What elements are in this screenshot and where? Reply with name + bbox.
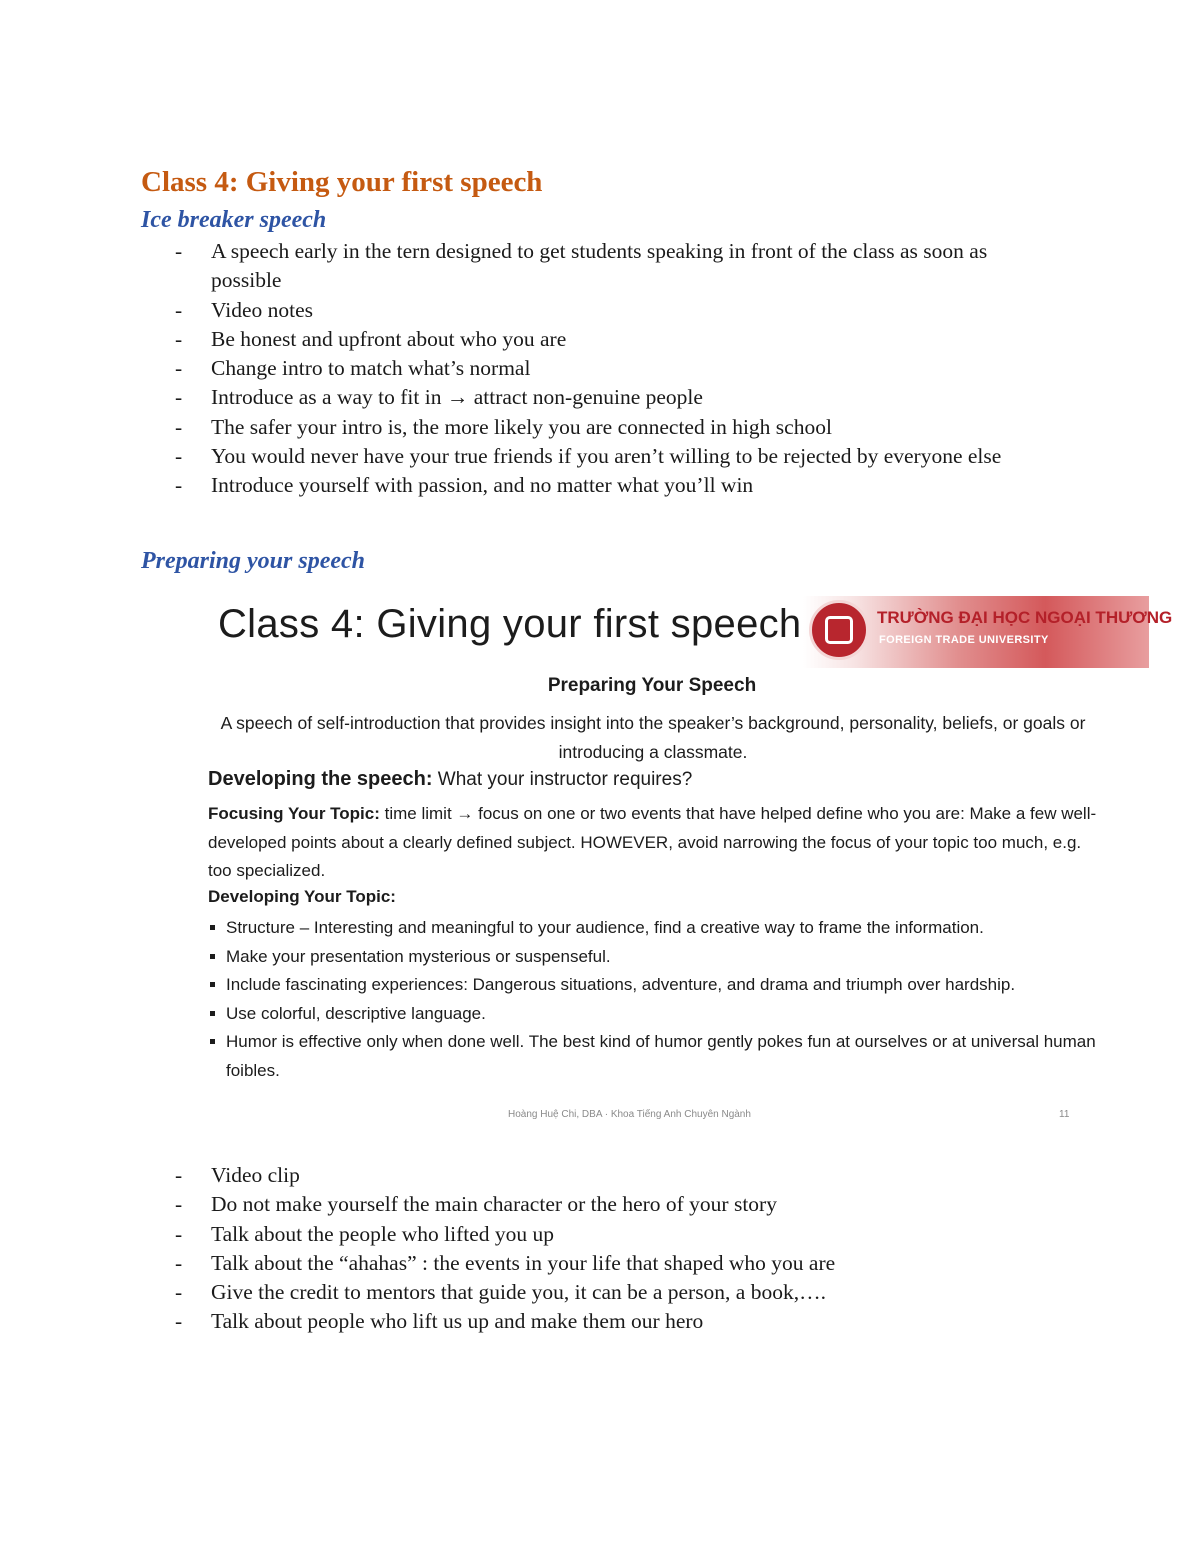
bullet-square-icon (210, 982, 215, 987)
dash-marker: - (175, 385, 183, 410)
slide-bullet: Structure – Interesting and meaningful to your audience, find a creative way to frame the information. (208, 914, 1108, 943)
slide-footer: Hoàng Huệ Chi, DBA · Khoa Tiếng Anh Chuyên Ngành (508, 1109, 751, 1120)
slide-definition: A speech of self-introduction that provides insight into the speaker’s background, personality, beliefs, or goals or introducing a classmate. (220, 713, 1086, 762)
slide-bullet: Make your presentation mysterious or suspenseful. (208, 943, 1108, 972)
dash-marker: - (175, 326, 183, 351)
slide-title: Class 4: Giving your first speech (218, 602, 802, 646)
dash-marker: - (175, 356, 183, 381)
list-item: - Video clip (175, 1161, 1055, 1190)
dash-marker: - (175, 1192, 183, 1217)
dash-marker: - (175, 444, 183, 469)
list-item: - Talk about people who lift us up and make them our hero (175, 1307, 1055, 1336)
slide-bullet: Use colorful, descriptive language. (208, 1000, 1108, 1029)
list-item: - Introduce as a way to fit in → attract non-genuine people (175, 383, 1055, 412)
slide-bullet-list (208, 914, 1108, 1085)
dash-marker: - (175, 414, 183, 439)
list-item: - Give the credit to mentors that guide you, it can be a person, a book,…. (175, 1278, 1055, 1307)
list-item: - Be honest and upfront about who you are (175, 325, 1055, 354)
slide-subtitle: Preparing Your Speech (547, 675, 757, 696)
bullet-square-icon (210, 1011, 215, 1016)
logo-university-name: TRƯỜNG ĐẠI HỌC NGOẠI THƯƠNG (877, 608, 1173, 627)
focusing-topic-paragraph: Focusing Your Topic: time limit → focus on one or two events that have helped define who you are: Make a few well-developed points about a clearly defined subject. HOWEVER, avoid narrowing the focus of your topic too much, e.g. too specialized. (208, 804, 1097, 880)
bullet-square-icon (210, 925, 215, 930)
list-item: - Talk about the “ahahas” : the events in your life that shaped who you are (175, 1249, 1055, 1278)
dash-marker: - (175, 1250, 183, 1275)
list-item: - You would never have your true friends if you aren’t willing to be rejected by everyone else (175, 442, 1055, 471)
section-heading-ice-breaker: Ice breaker speech (141, 207, 327, 233)
logo-university-subtitle: FOREIGN TRADE UNIVERSITY (879, 634, 1049, 646)
list-item: - Do not make yourself the main character or the hero of your story (175, 1190, 1055, 1219)
dash-marker: - (175, 1309, 183, 1334)
dash-marker: - (175, 1280, 183, 1305)
dash-marker: - (175, 239, 183, 263)
slide-bullet: Include fascinating experiences: Dangerous situations, adventure, and drama and triumph over hardship. (208, 971, 1108, 1000)
slide-bullet: Humor is effective only when done well. The best kind of humor gently pokes fun at ourselves or at universal human foibles. (208, 1028, 1108, 1085)
dash-marker: - (175, 1163, 183, 1187)
developing-topic-label: Developing Your Topic: (208, 887, 396, 906)
list-item: - Introduce yourself with passion, and no matter what you’ll win (175, 471, 1055, 500)
slide-page-number: 11 (1059, 1109, 1070, 1120)
dash-marker: - (175, 473, 183, 498)
list-item: - Video notes (175, 296, 1055, 325)
bullet-square-icon (210, 954, 215, 959)
university-logo (803, 596, 1173, 668)
document-title: Class 4: Giving your first speech (141, 166, 543, 198)
preparing-list (175, 1161, 1055, 1337)
bullet-square-icon (210, 1039, 215, 1044)
developing-speech-line: Developing the speech: What your instructor requires? (208, 768, 693, 790)
embedded-slide-image (200, 594, 1173, 1134)
list-item: - Talk about the people who lifted you up (175, 1220, 1055, 1249)
list-item: - A speech early in the tern designed to get students speaking in front of the class as soon as possible (175, 239, 988, 293)
dash-marker: - (175, 297, 183, 322)
ice-breaker-list (175, 237, 1055, 501)
dash-marker: - (175, 1221, 183, 1246)
list-item: - Change intro to match what’s normal (175, 354, 1055, 383)
list-item: - The safer your intro is, the more likely you are connected in high school (175, 413, 1055, 442)
university-seal-icon (809, 600, 869, 660)
section-heading-preparing: Preparing your speech (141, 548, 365, 574)
